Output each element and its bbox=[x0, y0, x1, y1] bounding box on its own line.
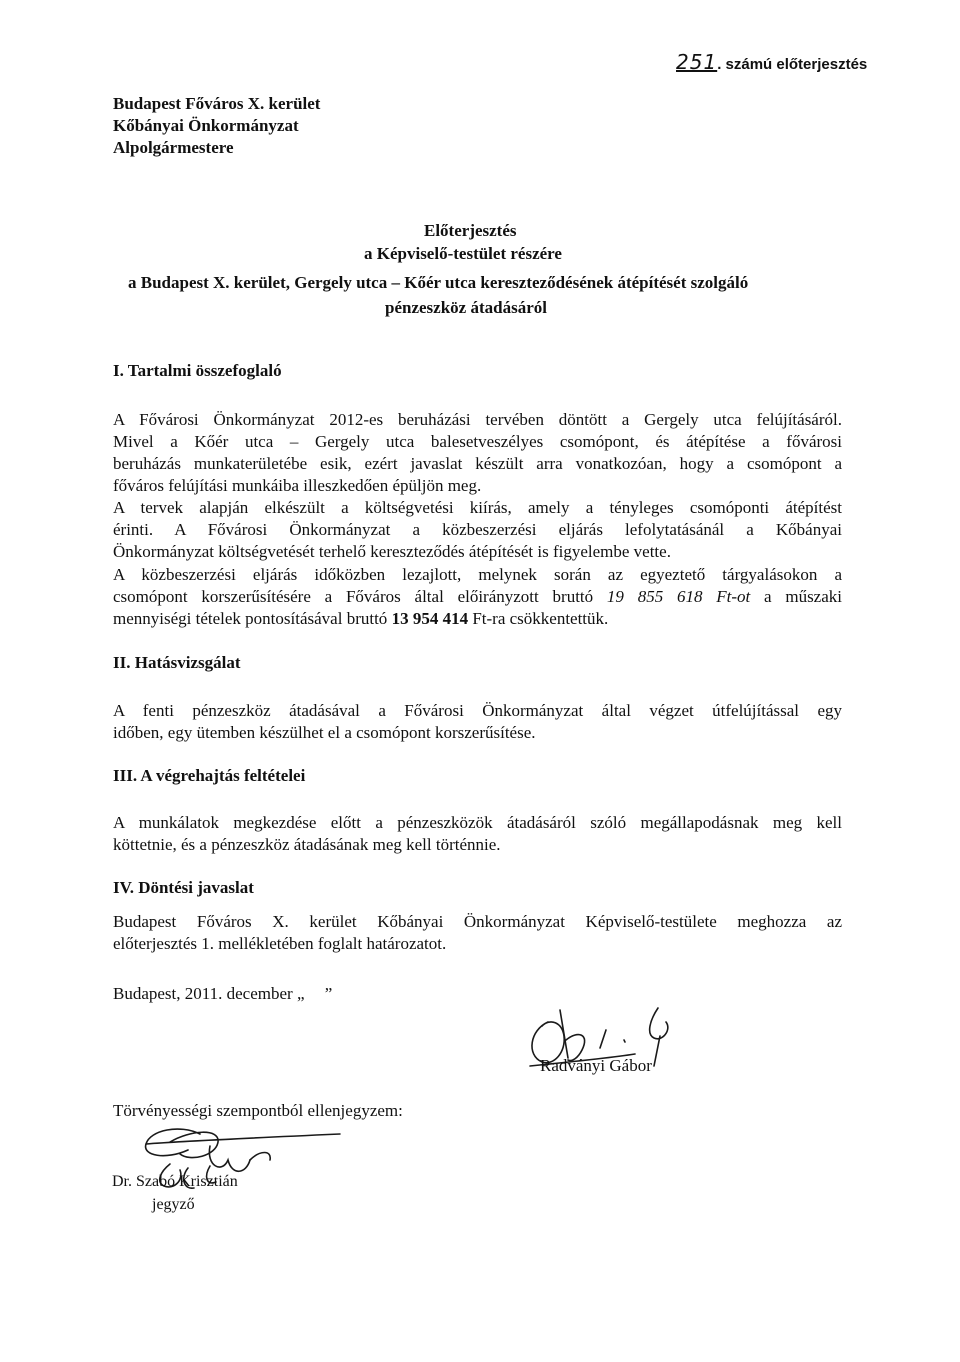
document-number bbox=[676, 50, 867, 74]
title-line-1: Előterjesztés bbox=[424, 221, 517, 240]
original-amount: 19 855 618 Ft-ot bbox=[606, 587, 751, 606]
text-line: A fenti pénzeszköz átadásával a Fővárosi Önkormányzat által végzet útfelújítással egy bbox=[113, 701, 842, 720]
text-segment: csomópont korszerűsítésére a Főváros által előirányzott bruttó bbox=[113, 587, 607, 606]
text-line bbox=[113, 608, 842, 630]
section-3-paragraph bbox=[113, 812, 842, 856]
date-text: Budapest, 2011. december „ bbox=[113, 984, 305, 1003]
signer-1-name: Radványi Gábor bbox=[540, 1056, 652, 1075]
signer-2-name: Dr. Szabó Krisztián bbox=[112, 1173, 238, 1190]
sender-line-1: Budapest Főváros X. kerület bbox=[113, 94, 321, 113]
document-number-suffix: . számú előterjesztés bbox=[717, 56, 868, 73]
text-line: főváros felújítási munkáiba illeszkedően épüljön meg. bbox=[113, 476, 482, 495]
text-line: A közbeszerzési eljárás időközben lezajlott, melynek során az egyeztető tárgyalásokon a bbox=[113, 565, 842, 584]
section-1-paragraph-3 bbox=[113, 564, 842, 630]
date-line bbox=[113, 984, 332, 1004]
section-1-paragraph-2 bbox=[113, 497, 842, 563]
handwritten-number: 251 bbox=[676, 50, 718, 74]
section-3-heading: III. A végrehajtás feltételei bbox=[113, 766, 306, 785]
title-line-3: a Budapest X. kerület, Gergely utca – Kőér utca kereszteződésének átépítését szolgáló bbox=[128, 273, 749, 292]
text-segment: Ft-ra csökkentettük. bbox=[468, 609, 609, 628]
title-line-2: a Képviselő-testület részére bbox=[364, 244, 562, 263]
text-line: A munkálatok megkezdése előtt a pénzeszközök átadásáról szóló megállapodásnak meg kell bbox=[113, 813, 842, 832]
title-line-4: pénzeszköz átadásáról bbox=[385, 298, 547, 317]
text-line: Budapest Főváros X. kerület Kőbányai Önkormányzat Képviselő-testülete meghozza az bbox=[113, 912, 842, 931]
date-close-quote: ” bbox=[324, 984, 333, 1003]
text-segment: mennyiségi tételek pontosításával bruttó bbox=[113, 609, 392, 628]
sender-line-2: Kőbányai Önkormányzat bbox=[113, 116, 299, 135]
text-line: előterjesztés 1. mellékletében foglalt határozatot. bbox=[113, 934, 447, 953]
text-line: Mivel a Kőér utca – Gergely utca balesetveszélyes csomópont, és átépítése a fővárosi bbox=[113, 432, 842, 451]
section-4-paragraph bbox=[113, 911, 842, 955]
countersign-label: Törvényességi szempontból ellenjegyzem: bbox=[113, 1101, 403, 1120]
text-segment: a műszaki bbox=[750, 587, 842, 606]
text-line: időben, egy ütemben készülhet el a csomópont korszerűsítése. bbox=[113, 723, 536, 742]
text-line: köttetnie, és a pénzeszköz átadásának meg kell történnie. bbox=[113, 835, 501, 854]
text-line: A Fővárosi Önkormányzat 2012-es beruházási tervében döntött a Gergely utca felújításáról. bbox=[113, 410, 842, 429]
text-line: Önkormányzat költségvetését terhelő kereszteződés átépítését is figyelembe vette. bbox=[113, 542, 671, 561]
text-line: beruházás munkaterületébe esik, ezért javaslat készült arra vonatkozóan, hogy a csomópont a bbox=[113, 454, 842, 473]
signer-2-title: jegyző bbox=[152, 1196, 195, 1213]
section-4-heading: IV. Döntési javaslat bbox=[113, 878, 254, 897]
section-1-heading: I. Tartalmi összefoglaló bbox=[113, 361, 282, 380]
text-line: A tervek alapján elkészült a költségvetési kiírás, amely a tényleges csomóponti átépítést bbox=[113, 498, 842, 517]
text-line bbox=[113, 586, 842, 608]
sender-line-3: Alpolgármestere bbox=[113, 138, 234, 157]
section-2-heading: II. Hatásvizsgálat bbox=[113, 653, 241, 672]
text-line: érinti. A Fővárosi Önkormányzat a közbeszerzési eljárás lefolytatásánál a Kőbányai bbox=[113, 520, 842, 539]
section-2-paragraph bbox=[113, 700, 842, 744]
reduced-amount: 13 954 414 bbox=[391, 609, 469, 628]
section-1-paragraph-1 bbox=[113, 409, 842, 497]
